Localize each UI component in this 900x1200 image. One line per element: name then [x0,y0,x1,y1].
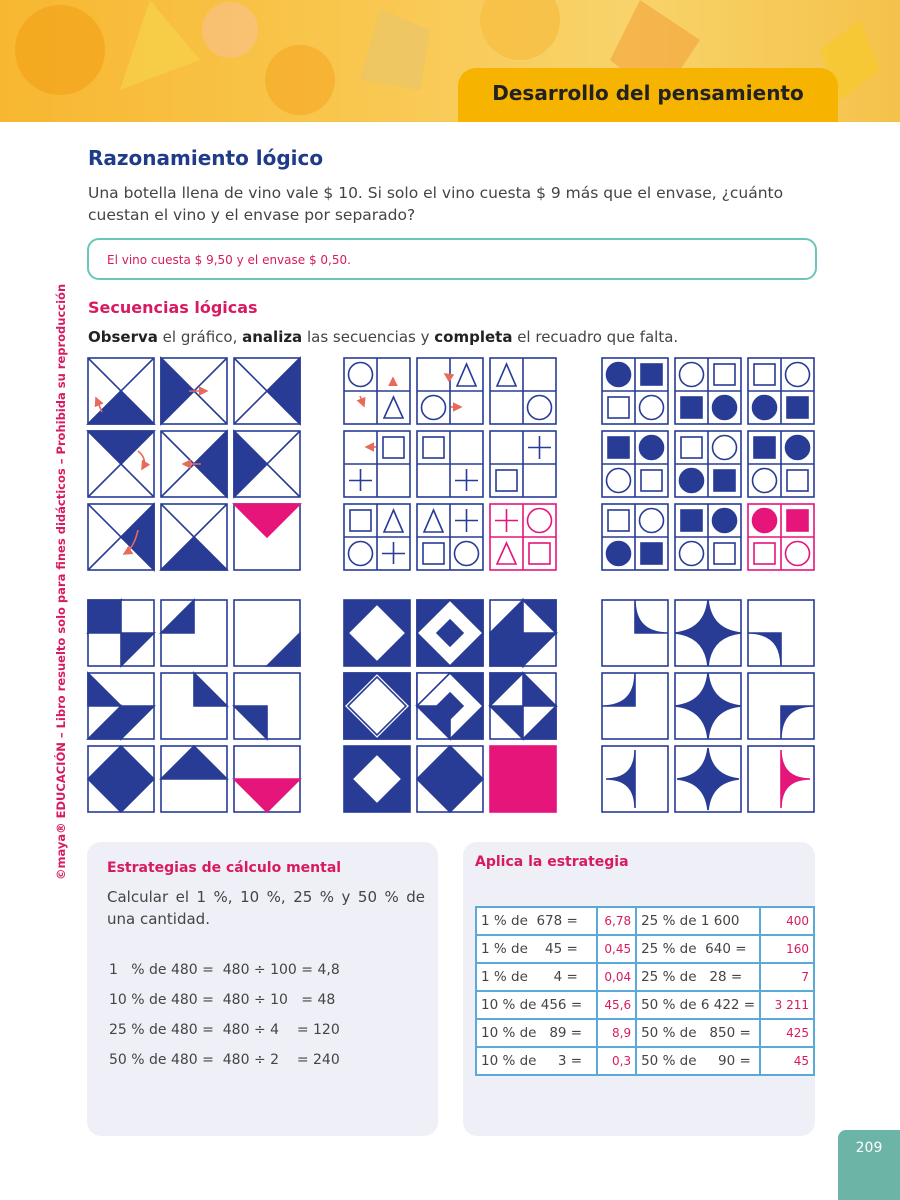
expression-cell: 25 % de 28 = [636,963,760,991]
answer-cell: 45,6 [597,991,636,1019]
puzzle-5-answer [490,746,556,812]
answer-cell: 45 [760,1047,814,1075]
expression-cell: 1 % de 45 = [476,935,597,963]
answer-text: El vino cuesta $ 9,50 y el envase $ 0,50. [107,253,351,267]
apply-table [475,906,815,1076]
copyright-note: ©maya® EDUCACIÓN – Libro resuelto solo para fines didácticos – Prohibida su reproducción [54,283,68,880]
puzzle-5 [344,600,556,812]
answer-cell: 8,9 [597,1019,636,1047]
table-row [476,1047,814,1075]
answer-cell: 160 [760,935,814,963]
instr-t2: las secuencias y [302,328,435,346]
table-row [476,907,814,935]
puzzle-2 [344,358,556,570]
logic-title: Razonamiento lógico [88,146,324,170]
puzzle-3 [602,358,814,570]
answer-cell: 400 [760,907,814,935]
instr-t3: el recuadro que falta. [512,328,679,346]
answer-cell: 0,04 [597,963,636,991]
calc-line-1: 1 % de 480 = 480 ÷ 100 = 4,8 [109,962,340,978]
table-row [476,1019,814,1047]
puzzle-6-answer [748,746,814,812]
expression-cell: 25 % de 1 600 [636,907,760,935]
expression-cell: 50 % de 850 = [636,1019,760,1047]
page-number: 209 [838,1130,900,1200]
calc-line-3: 25 % de 480 = 480 ÷ 4 = 120 [109,1022,340,1038]
calc-line-2: 10 % de 480 = 480 ÷ 10 = 48 [109,992,336,1008]
answer-cell: 425 [760,1019,814,1047]
puzzle-4-answer [234,746,300,812]
answer-cell: 0,3 [597,1047,636,1075]
expression-cell: 1 % de 678 = [476,907,597,935]
instr-t1: el gráfico, [157,328,243,346]
puzzle-6 [602,600,814,812]
sequences-title: Secuencias lógicas [88,298,258,317]
puzzle-4 [88,600,300,812]
mental-description: Calcular el 1 %, 10 %, 25 % y 50 % de una cantidad. [107,888,425,928]
logic-problem: Una botella llena de vino vale $ 10. Si solo el vino cuesta $ 9 más que el envase, ¿cuánto cuestan el vino y el envase por separado? [88,184,784,224]
answer-cell: 6,78 [597,907,636,935]
calc-line-4: 50 % de 480 = 480 ÷ 2 = 240 [109,1052,340,1068]
section-title: Desarrollo del pensamiento [492,81,804,105]
table-row [476,991,814,1019]
puzzle-2-answer [490,504,556,570]
expression-cell: 10 % de 3 = [476,1047,597,1075]
table-row [476,935,814,963]
mental-strategy-card [87,842,438,1136]
instr-w2: analiza [242,328,303,346]
instr-w3: completa [434,328,513,346]
answer-cell: 3 211 [760,991,814,1019]
expression-cell: 50 % de 90 = [636,1047,760,1075]
answer-cell: 7 [760,963,814,991]
expression-cell: 50 % de 6 422 = [636,991,760,1019]
expression-cell: 25 % de 640 = [636,935,760,963]
mental-title: Estrategias de cálculo mental [107,860,342,876]
instr-w1: Observa [88,328,158,346]
table-row [476,963,814,991]
expression-cell: 10 % de 89 = [476,1019,597,1047]
puzzle-1 [88,358,300,570]
puzzle-3-answer [748,504,814,570]
apply-strategy-card [463,842,815,1136]
puzzle-1-answer [234,504,300,570]
expression-cell: 1 % de 4 = [476,963,597,991]
expression-cell: 10 % de 456 = [476,991,597,1019]
answer-cell: 0,45 [597,935,636,963]
apply-title: Aplica la estrategia [475,854,629,870]
